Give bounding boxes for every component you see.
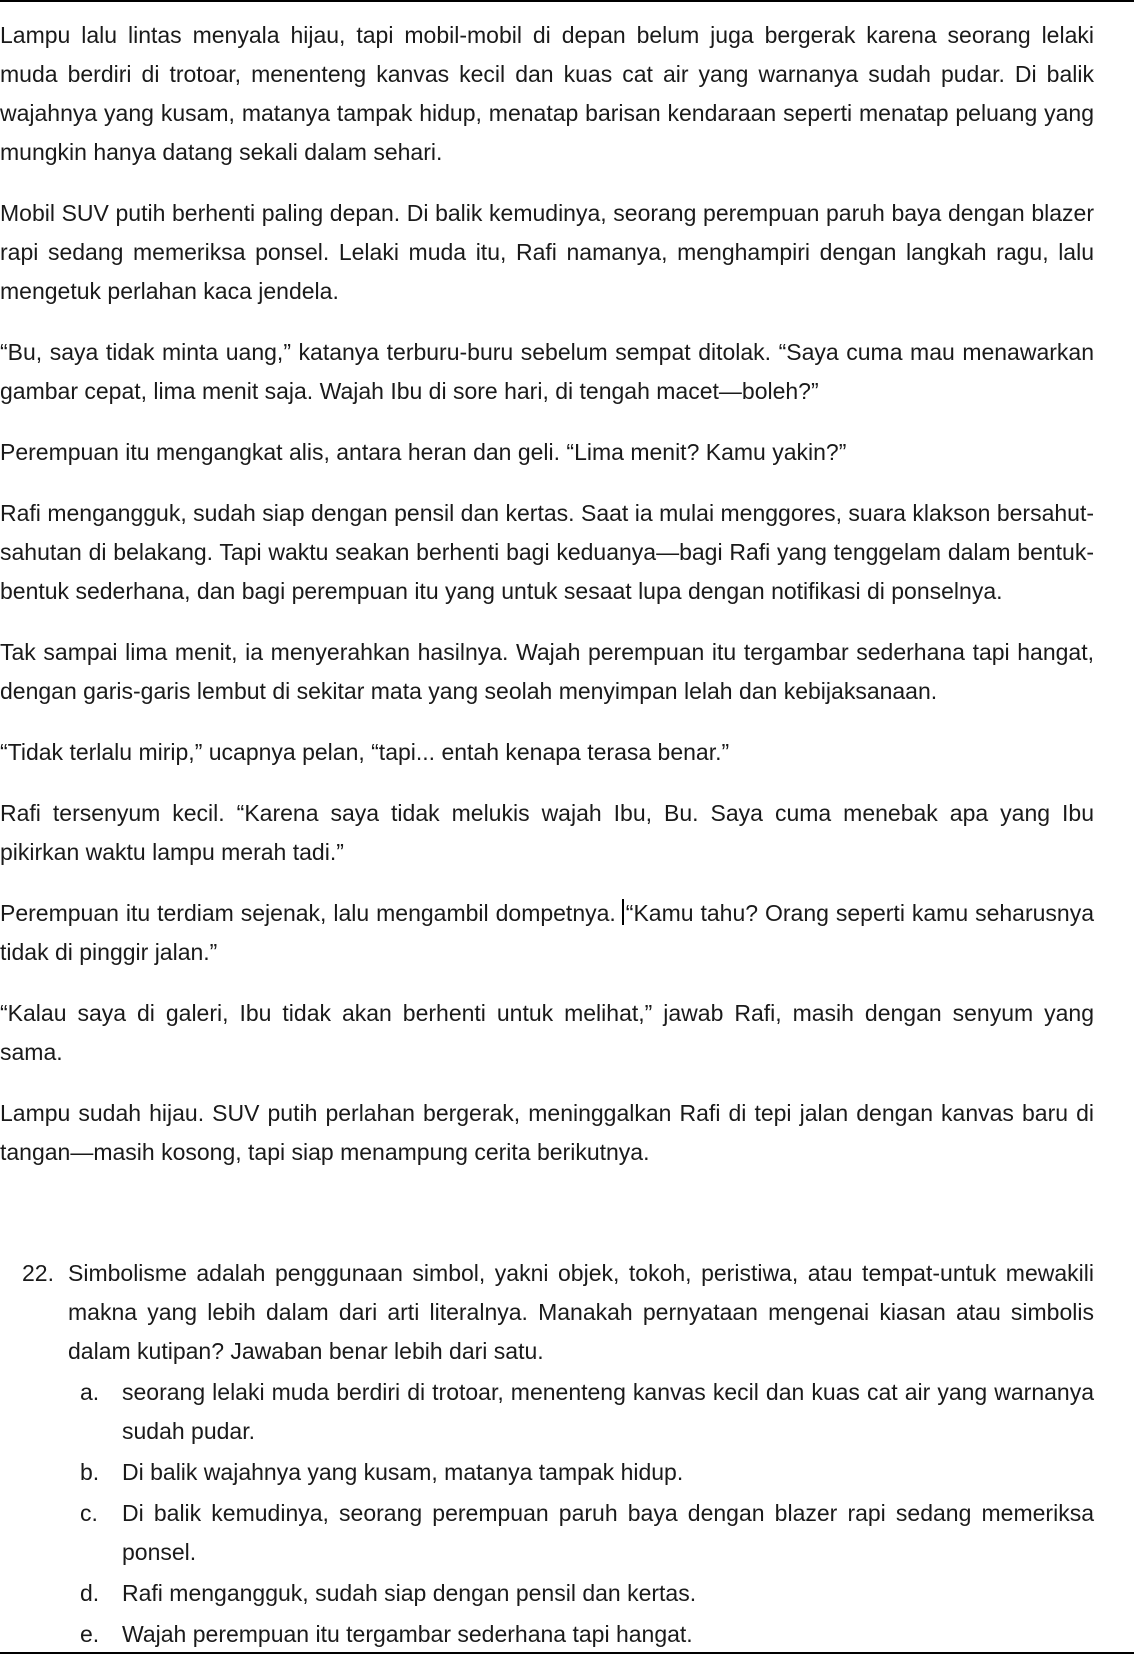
option-text: Di balik wajahnya yang kusam, matanya tampak hidup.	[122, 1459, 684, 1485]
option-letter: d.	[80, 1580, 100, 1606]
question-number: 22.	[22, 1260, 54, 1286]
option-text: Wajah perempuan itu tergambar sederhana tapi hangat.	[122, 1621, 693, 1647]
story-text	[0, 16, 1094, 1194]
option-a[interactable]	[80, 1373, 1094, 1451]
question-text: Simbolisme adalah penggunaan simbol, yakni objek, tokoh, peristiwa, atau tempat-untuk mewakili makna yang lebih dalam dari arti literalnya. Manakah pernyataan mengenai kiasan atau simbolis dalam kutipan? Jawaban benar lebih dari satu.	[68, 1260, 1094, 1364]
story-paragraph-8: Rafi tersenyum kecil. “Karena saya tidak melukis wajah Ibu, Bu. Saya cuma menebak apa yang Ibu pikirkan waktu lampu merah tadi.”	[0, 800, 1094, 865]
story-paragraph-1: Lampu lalu lintas menyala hijau, tapi mobil-mobil di depan belum juga bergerak karena seorang lelaki muda berdiri di trotoar, menenteng kanvas kecil dan kuas cat air yang warnanya sudah pudar. Di balik wajahnya yang kusam, matanya tampak hidup, menatap barisan kendaraan seperti menatap peluang yang mungkin hanya datang sekali dalam sehari.	[0, 22, 1094, 165]
question-22	[22, 1254, 1094, 1656]
option-text: Rafi mengangguk, sudah siap dengan pensil dan kertas.	[122, 1580, 697, 1606]
story-paragraph-2: Mobil SUV putih berhenti paling depan. Di balik kemudinya, seorang perempuan paruh baya dengan blazer rapi sedang memeriksa ponsel. Lelaki muda itu, Rafi namanya, menghampiri dengan langkah ragu, lalu mengetuk perlahan kaca jendela.	[0, 200, 1094, 304]
story-paragraph-7: “Tidak terlalu mirip,” ucapnya pelan, “tapi... entah kenapa terasa benar.”	[0, 739, 730, 765]
story-paragraph-9-part-1: Perempuan itu terdiam sejenak, lalu mengambil dompetnya.	[0, 900, 616, 926]
option-d[interactable]	[80, 1574, 1094, 1613]
option-text: seorang lelaki muda berdiri di trotoar, menenteng kanvas kecil dan kuas cat air yang warnanya sudah pudar.	[122, 1379, 1094, 1444]
answer-options	[22, 1373, 1094, 1654]
story-paragraph-9	[0, 894, 1094, 972]
story-paragraph-6: Tak sampai lima menit, ia menyerahkan hasilnya. Wajah perempuan itu tergambar sederhana tapi hangat, dengan garis-garis lembut di sekitar mata yang seolah menyimpan lelah dan kebijaksanaan.	[0, 639, 1094, 704]
option-b[interactable]	[80, 1453, 1094, 1492]
option-c[interactable]	[80, 1494, 1094, 1572]
story-paragraph-9-part-2: “Kamu tahu? Orang seperti kamu seharusnya tidak di pinggir jalan.”	[0, 900, 1094, 965]
text-cursor	[622, 899, 624, 925]
option-letter: c.	[80, 1500, 98, 1526]
story-paragraph-11: Lampu sudah hijau. SUV putih perlahan bergerak, meninggalkan Rafi di tepi jalan dengan kanvas baru di tangan—masih kosong, tapi siap menampung cerita berikutnya.	[0, 1100, 1094, 1165]
story-paragraph-10: “Kalau saya di galeri, Ibu tidak akan berhenti untuk melihat,” jawab Rafi, masih dengan senyum yang sama.	[0, 1000, 1094, 1065]
option-e[interactable]	[80, 1615, 1094, 1654]
option-letter: e.	[80, 1621, 100, 1647]
option-letter: b.	[80, 1459, 100, 1485]
story-paragraph-3: “Bu, saya tidak minta uang,” katanya terburu-buru sebelum sempat ditolak. “Saya cuma mau menawarkan gambar cepat, lima menit saja. Wajah Ibu di sore hari, di tengah macet—boleh?”	[0, 339, 1094, 404]
story-paragraph-4: Perempuan itu mengangkat alis, antara heran dan geli. “Lima menit? Kamu yakin?”	[0, 439, 847, 465]
story-paragraph-5: Rafi mengangguk, sudah siap dengan pensil dan kertas. Saat ia mulai menggores, suara klakson bersahut-sahutan di belakang. Tapi waktu seakan berhenti bagi keduanya—bagi Rafi yang tenggelam dalam bentuk-bentuk sederhana, dan bagi perempuan itu yang untuk sesaat lupa dengan notifikasi di ponselnya.	[0, 500, 1094, 604]
question-stem	[22, 1254, 1094, 1371]
option-letter: a.	[80, 1379, 100, 1405]
option-text: Di balik kemudinya, seorang perempuan paruh baya dengan blazer rapi sedang memeriksa ponsel.	[122, 1500, 1094, 1565]
